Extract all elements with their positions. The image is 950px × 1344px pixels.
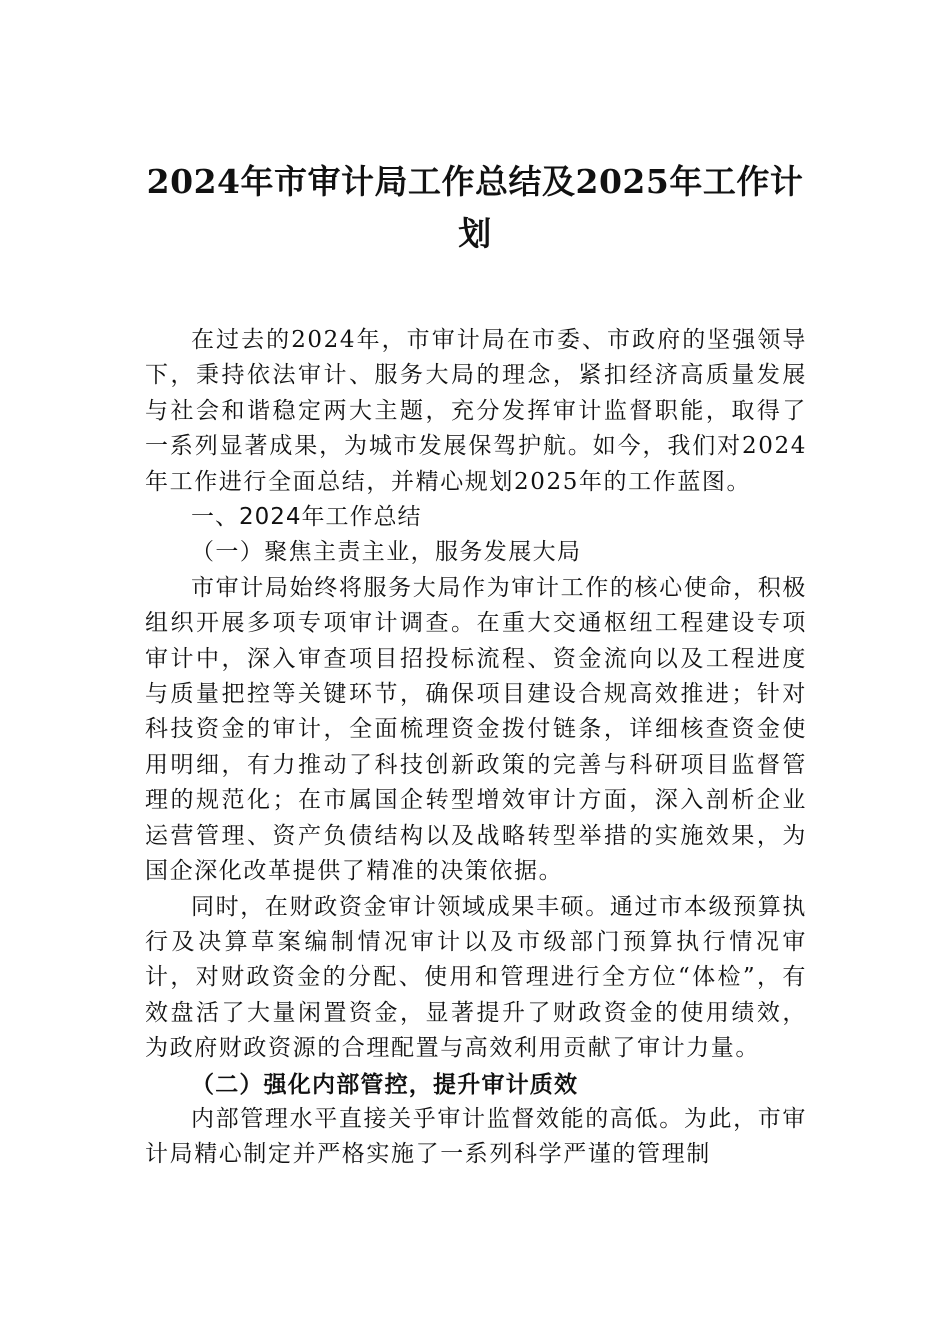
subsection-heading-2: （二）强化内部管控，提升审计质效: [191, 1070, 579, 1098]
intro-paragraph: 在过去的2024年，市审计局在市委、市政府的坚强领导下，秉持依法审计、服务大局的理念，紧扣经济高质量发展与社会和谐稳定两大主题，充分发挥审计监督职能，取得了一系列显著成果，为城市发展保驾护航。如今，我们对2024年工作进行全面总结，并精心规划2025年的工作蓝图。: [145, 327, 807, 495]
body-paragraph-2: 同时，在财政资金审计领域成果丰硕。通过市本级预算执行及决算草案编制情况审计以及市级部门预算执行情况审计，对财政资金的分配、使用和管理进行全方位“体检”，有效盘活了大量闲置资金，显著提升了财政资金的使用绩效，为政府财政资源的合理配置与高效利用贡献了审计力量。: [145, 893, 807, 1062]
document-body: [145, 323, 807, 1173]
document-title: 2024年市审计局工作总结及2025年工作计划: [146, 162, 804, 253]
body-paragraph-1: 市审计局始终将服务大局作为审计工作的核心使命，积极组织开展多项专项审计调查。在重大交通枢纽工程建设专项审计中，深入审查项目招投标流程、资金流向以及工程进度与质量把控等关键环节，确保项目建设合规高效推进；针对科技资金的审计，全面梳理资金拨付链条，详细核查资金使用明细，有力推动了科技创新政策的完善与科研项目监督管理的规范化；在市属国企转型增效审计方面，深入剖析企业运营管理、资产负债结构以及战略转型举措的实施效果，为国企深化改革提供了精准的决策依据。: [145, 574, 807, 885]
subsection-heading-1: （一）聚焦主责主业，服务发展大局: [191, 539, 582, 566]
body-paragraph-3: 内部管理水平直接关乎审计监督效能的高低。为此，市审计局精心制定并严格实施了一系列科学严谨的管理制: [145, 1105, 807, 1168]
section-heading-1: 一、2024年工作总结: [191, 504, 422, 531]
